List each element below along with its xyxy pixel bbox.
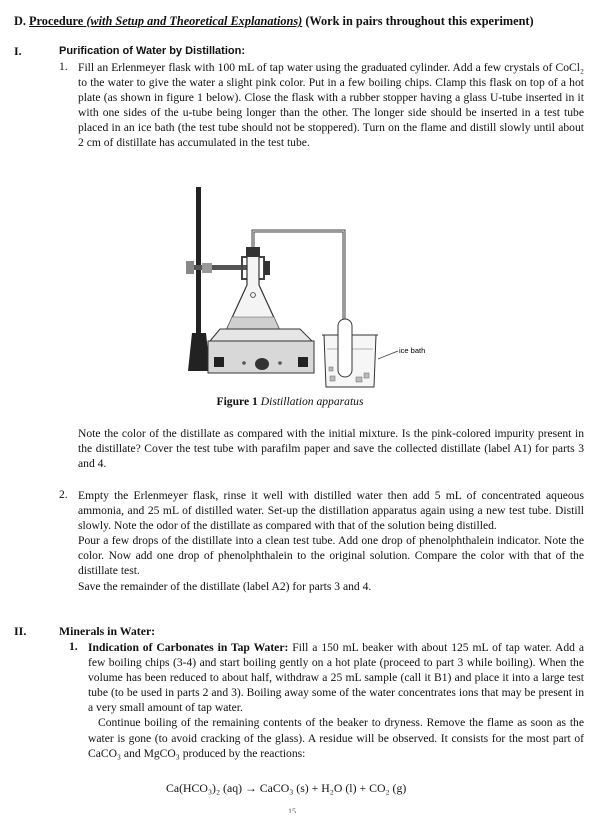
- ice-bath-label: ice bath: [399, 346, 426, 355]
- part-one-numeral: I.: [14, 44, 22, 58]
- hot-plate-knob-right: [298, 357, 308, 367]
- clamp-arm: [186, 265, 256, 270]
- clamp-knob-left: [186, 261, 194, 274]
- hot-plate-dial: [255, 358, 269, 370]
- figure-caption: Figure 1 Distillation apparatus: [216, 395, 364, 408]
- item-1-number: 1.: [69, 640, 78, 653]
- clamp-screw: [264, 261, 270, 275]
- ice-bath-leader-line: [378, 351, 398, 359]
- rubber-stopper: [246, 247, 260, 257]
- hot-plate-top: [210, 329, 312, 341]
- hot-plate-light-2: [278, 361, 282, 365]
- distillation-apparatus-figure: [180, 183, 460, 395]
- section-letter: D.: [14, 14, 26, 28]
- part-one-title: Purification of Water by Distillation:: [59, 45, 245, 57]
- stand-base: [188, 333, 210, 371]
- part-two-numeral: II.: [14, 624, 27, 638]
- step-1-text: Fill an Erlenmeyer flask with 100 mL of tap water using the graduated cylinder. Add a few crystals of CoCl₂ to the water to give the water a slight pink color. Put in a few boiling chips. Clamp this flask on top of a hot plate (as shown in figure 1 below). Close the flask with a rubber stopper having a glass U-tube inserted in it with one sides of the u-tube being longer than the other. The longer side should be inserted in a test tube placed in an ice bath (the test tube should not be stoppered). Turn on the flame and distill slowly until about 2 cm of distillate has accumulated in the test tube.: [78, 61, 584, 150]
- test-tube: [338, 319, 352, 377]
- step-2-number: 2.: [59, 488, 68, 501]
- item-1-text: Indication of Carbonates in Tap Water: Fill a 150 mL beaker with about 125 mL of tap water. Add a few boiling chips (3-4) and start boiling gently on a hot plate (proceed to part 3 while boiling). When the volume has been reduced to about half, withdraw a 25 mL sample (call it B1) and place it into a large test tube (to be used in parts 2 and 3). Boiling away some of the water concentrates ions that may be present in a very small amount of tap water. Continue boiling of the remaining contents of the beaker to dryness. Remove the flame as soon as the water is gone (to avoid cracking of the glass). A residue will be observed. It consists for the most part of CaCO₃ and MgCO₃ produced by the reactions:: [88, 641, 584, 760]
- step-2-text: Empty the Erlenmeyer flask, rinse it well with distilled water then add 5 mL of concentrated aqueous ammonia, and 25 mL of distilled water. Set-up the distillation apparatus again using a new test tube. Distill slowly. Note the odor of the distillate as compared with that of the solution being distilled. Pour a few drops of the distillate into a clean test tube. Add one drop of phenolphthalein indicator. Note the color. Now add one drop of phenolphthalein to the original solution. Compare the color with that of the distillate test. Save the remainder of the distillate (label A2) for parts 3 and 4.: [78, 489, 584, 593]
- section-title: Procedure (with Setup and Theoretical Explanations): [29, 14, 303, 28]
- clamp-holder: [202, 263, 212, 273]
- section-note: (Work in pairs throughout this experiment): [305, 14, 534, 28]
- section-heading: [14, 14, 534, 29]
- step-1-number: 1.: [59, 60, 68, 73]
- note-text: Note the color of the distillate as compared with the initial mixture. Is the pink-colored impurity present in the distillate? Cover the test tube with parafilm paper and save the collected distillate (label A1) for parts 3 and 4.: [78, 427, 584, 471]
- hot-plate-knob-left: [214, 357, 224, 367]
- hot-plate-light-1: [242, 361, 246, 365]
- page-number: 15: [288, 807, 296, 813]
- reaction-equation: Ca(HCO₃)₂ (aq) → CaCO₃ (s) + H₂O (l) + CO₂ (g): [166, 781, 407, 795]
- part-two-title: Minerals in Water:: [59, 624, 156, 638]
